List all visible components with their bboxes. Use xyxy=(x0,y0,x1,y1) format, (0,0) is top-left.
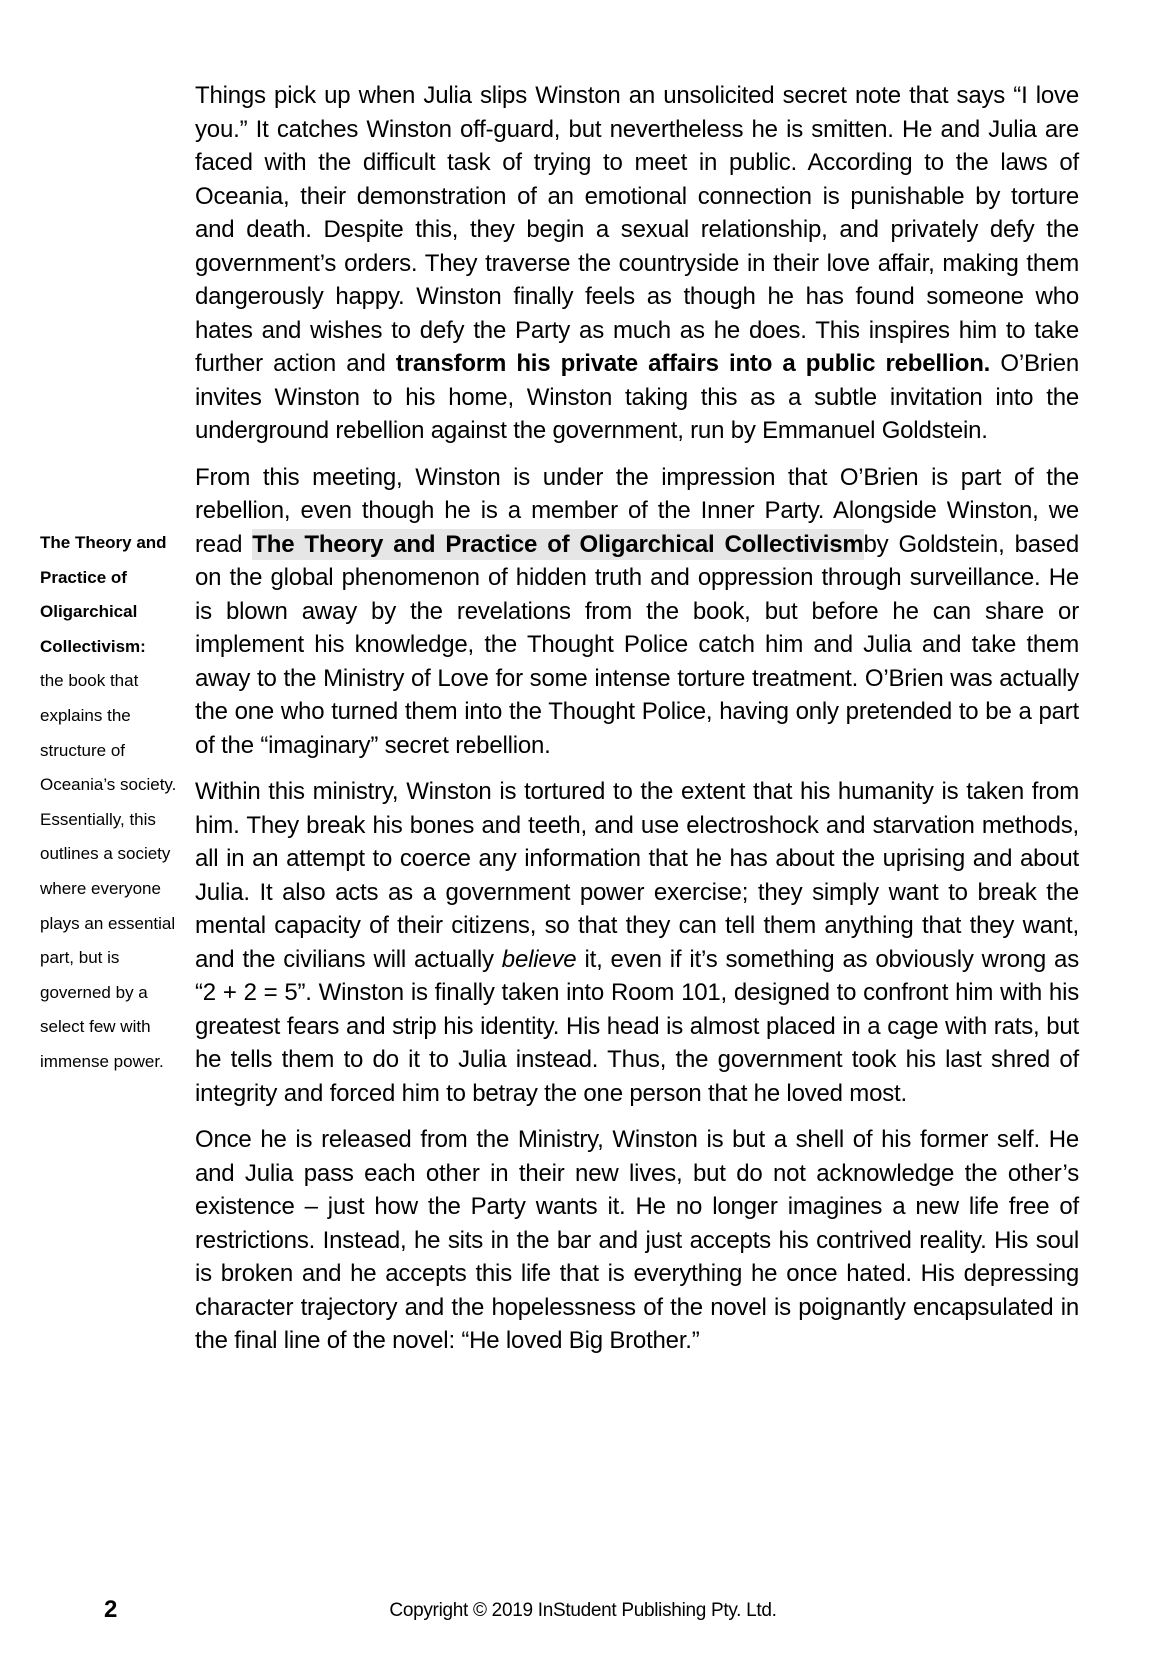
text-segment: O’Brien invites Winston to his home, Winston taking this as a subtle invitation into the underground rebellion against the government, run by Emmanuel Goldstein. xyxy=(195,350,1079,444)
margin-note-title: The Theory and Practice of Oligarchical Collectivism: xyxy=(40,533,167,656)
text-segment: by Goldstein, based on the global phenomenon of hidden truth and oppression through surveillance. He is blown away by the revelations from the book, but before he can share or implement his knowledge, the Thought Police catch him and Julia and take them away to the Ministry of Love for some intense torture treatment. O’Brien was actually the one who turned them into the Thought Police, having only pretended to be a part of the “imaginary” secret rebellion. xyxy=(195,530,1079,759)
paragraph-2 xyxy=(195,461,1079,763)
highlighted-book-title: The Theory and Practice of Oligarchical Collectivism xyxy=(252,530,864,558)
paragraph-3 xyxy=(195,775,1079,1110)
page-number: 2 xyxy=(104,1596,118,1623)
main-text-column xyxy=(195,79,1079,1358)
italic-text-segment: believe xyxy=(501,945,577,973)
margin-note xyxy=(40,526,188,1080)
text-segment: it, even if it’s something as obviously wrong as “2 + 2 = 5”. Winston is finally taken into Room 101, designed to confront him with his greatest fears and strip his identity. His head is almost placed in a cage with rats, but he tells them to do it to Julia instead. Thus, the government took his last shred of integrity and forced him to betray the one person that he loved most. xyxy=(195,945,1080,1107)
text-segment: Within this ministry, Winston is tortured to the extent that his humanity is taken from him. They break his bones and teeth, and use electroshock and starvation methods, all in an attempt to coerce any information that he has about the uprising and about Julia. It also acts as a government power exercise; they simply want to break the mental capacity of their citizens, so that they can tell them anything that they want, and the civilians will actually xyxy=(195,778,1079,973)
bold-text-segment: transform his private affairs into a public rebellion. xyxy=(395,350,991,377)
paragraph-1 xyxy=(195,79,1079,448)
paragraph-4 xyxy=(195,1123,1079,1358)
margin-note-body: the book that explains the structure of Oceania’s society. Essentially, this outlines a society where everyone plays an essential part, but is governed by a select few with immense power. xyxy=(40,671,177,1071)
text-segment: Once he is released from the Ministry, Winston is but a shell of his former self. He and Julia pass each other in their new lives, but do not acknowledge the other’s existence – just how the Party wants it. He no longer imagines a new life free of restrictions. Instead, he sits in the bar and just accepts his contrived reality. His soul is broken and he accepts this life that is everything he once hated. His depressing character trajectory and the hopelessness of the novel is poignantly encapsulated in the final line of the novel: “He loved Big Brother.” xyxy=(195,1126,1079,1354)
copyright-text: Copyright © 2019 InStudent Publishing Pty. Ltd. xyxy=(389,1600,777,1621)
text-segment: Things pick up when Julia slips Winston an unsolicited secret note that says “I love you.” It catches Winston off-guard, but nevertheless he is smitten. He and Julia are faced with the difficult task of trying to meet in public. According to the laws of Oceania, their demonstration of an emotional connection is punishable by torture and death. Despite this, they begin a sexual relationship, and privately defy the government’s orders. They traverse the countryside in their love affair, making them dangerously happy. Winston finally feels as though he has found someone who hates and wishes to defy the Party as much as he does. This inspires him to take further action and xyxy=(195,82,1079,377)
text-segment: From this meeting, Winston is under the impression that O’Brien is part of the rebellion, even though he is a member of the Inner Party. Alongside Winston, we read xyxy=(195,463,1079,558)
